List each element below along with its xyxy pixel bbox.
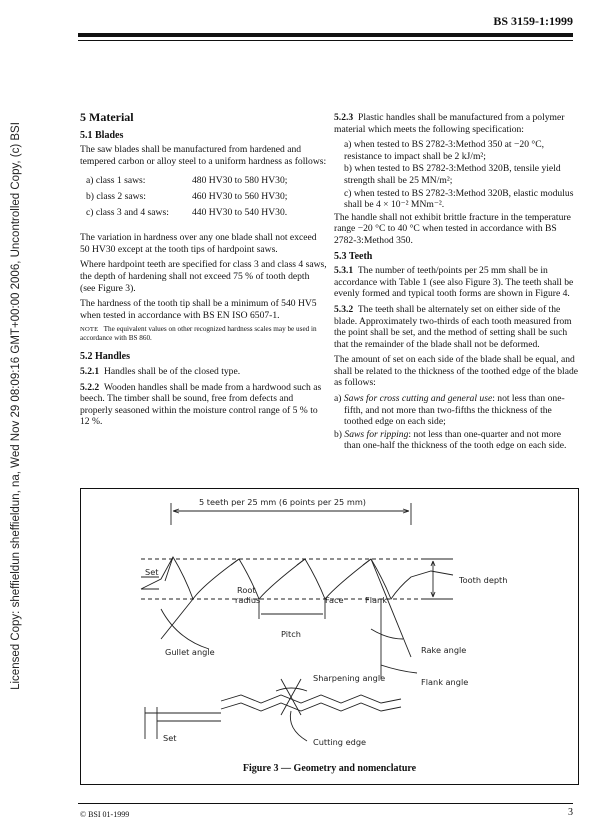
blades-intro: The saw blades shall be manufactured from hardened and tempered carbon or alloy steel to a uniform hardness as follows:	[80, 144, 327, 167]
item-text: : not less than one-quarter and not more than one-half the thickness of the tooth edge on each side.	[344, 428, 567, 452]
figure-caption: Figure 3 — Geometry and nomenclature	[242, 763, 417, 774]
clause-5-2-1	[80, 366, 327, 378]
flank-angle-label: Flank angle	[421, 677, 469, 687]
item-label: a)	[334, 393, 342, 405]
item-italic: Saws for ripping	[344, 428, 409, 440]
flank-label: Flank	[365, 595, 387, 605]
figure-3	[80, 488, 579, 785]
tooth-depth-label: Tooth depth	[459, 575, 508, 585]
section-title: 5 Material	[80, 110, 134, 124]
hardness-row	[86, 205, 287, 221]
hardness-class: a) class 1 saws:	[86, 175, 146, 187]
brittle-fracture-para: The handle shall not exhibit brittle fracture in the temperature range −20 °C to 40 °C when tested in accordance with BS 2782-3:Method 350.	[334, 211, 571, 246]
hardness-range: 480 HV30 to 580 HV30;	[192, 175, 288, 187]
clause-number: 5.2.3	[334, 112, 354, 123]
root-label: Root	[237, 585, 256, 595]
clause-5-3-2	[334, 304, 579, 350]
note-label: NOTE	[80, 326, 99, 334]
right-column	[334, 112, 579, 453]
hardness-class: c) class 3 and 4 saws:	[86, 206, 169, 218]
item-italic: Saws for cross cutting and general use	[343, 393, 493, 405]
footer-rule	[78, 803, 573, 804]
set-bottom-label: Set	[163, 733, 177, 743]
clause-5-3-1	[334, 265, 579, 300]
clause-5-2-3	[334, 112, 579, 135]
clause-text: Wooden handles shall be made from a hardwood such as beech. The timber shall be sound, free from defects and properly seasoned within the moisture control range of 5 % to 12 %.	[80, 381, 322, 428]
hardness-range: 440 HV30 to 540 HV30.	[192, 206, 288, 218]
clause-5-2-2	[80, 382, 327, 428]
face-label: Face	[325, 595, 344, 605]
left-column	[80, 112, 327, 432]
clause-number: 5.2.2	[80, 381, 100, 393]
para-tooth-tip: The hardness of the tooth tip shall be a minimum of 540 HV5 when tested in accordance with BS EN ISO 6507-1.	[80, 298, 317, 321]
footer-copyright: © BSI 01-1999	[80, 810, 130, 819]
set-top-label: Set	[145, 567, 159, 577]
clause-text: The number of teeth/points per 25 mm shall be in accordance with Table 1 (see also Figure 3). The teeth shall be evenly formed and typical tooth forms are shown in Figure 4.	[334, 265, 574, 300]
hardness-class: b) class 2 saws:	[86, 190, 146, 202]
hardness-table	[86, 173, 287, 220]
clause-number: 5.3.2	[334, 303, 354, 315]
set-item-b	[334, 429, 579, 452]
clause-number: 5.3.1	[334, 265, 354, 277]
note	[80, 325, 327, 343]
para-variation: The variation in hardness over any one blade shall not exceed 50 HV30 except at the tooth tips of hardpoint saws.	[80, 232, 317, 255]
spec-item-b: b) when tested to BS 2782-3:Method 320B, tensile yield strength shall be 25 MN/m²;	[344, 163, 561, 186]
note-text: The equivalent values on other recognized hardness scales may be used in accordance with BS 860.	[80, 325, 317, 343]
license-watermark	[6, 96, 26, 716]
clause-number: 5.2.1	[80, 365, 100, 377]
clause-text: The teeth shall be alternately set on either side of the blade. Approximately two-thirds of each tooth measured from the point shall be set, and the method of setting shall be such that the remainder of the blade shall not be deformed.	[334, 303, 572, 350]
header-rule-thick	[78, 33, 573, 37]
hardness-row	[86, 173, 287, 189]
hardness-row	[86, 189, 287, 205]
rake-angle-label: Rake angle	[421, 645, 467, 655]
clause-text: Handles shall be of the closed type.	[103, 365, 241, 377]
clause-text: Plastic handles shall be manufactured from a polymer material which meets the following specification:	[334, 112, 565, 135]
watermark-text: Licensed Copy: sheffieldun sheffieldun, na, Wed Nov 29 08:09:16 GMT+00:00 2006, Uncontrolled Copy, (c) BSI	[10, 122, 22, 690]
spec-item-c: c) when tested to BS 2782-3:Method 320B, elastic modulus shall be 4 × 10⁻² MNm⁻².	[344, 187, 574, 211]
blades-heading: 5.1 Blades	[80, 129, 124, 141]
handles-heading: 5.2 Handles	[80, 351, 131, 363]
teeth-heading: 5.3 Teeth	[334, 250, 373, 262]
teeth-per-label: 5 teeth per 25 mm (6 points per 25 mm)	[199, 497, 367, 507]
standard-id: BS 3159-1:1999	[493, 14, 573, 28]
para-hardpoint: Where hardpoint teeth are specified for class 3 and class 4 saws, the depth of hardening shall not exceed 75 % of tooth depth (see Figure 3).	[80, 259, 327, 294]
header-rule-thin	[78, 40, 573, 41]
item-text: : not less than one-fifth, and not more than two-fifths the thickness of the toothed edge on each side;	[344, 393, 565, 428]
sharpening-angle-label: Sharpening angle	[313, 673, 386, 683]
pitch-label: Pitch	[281, 629, 301, 639]
set-para: The amount of set on each side of the blade shall be equal, and shall be related to the thickness of the toothed edge of the blade as follows:	[334, 354, 579, 389]
hardness-range: 460 HV30 to 560 HV30;	[192, 190, 288, 202]
radius-label: radius	[235, 595, 261, 605]
spec-item-a: a) when tested to BS 2782-3:Method 350 at −20 °C, resistance to impact shall be 2 kJ/m²;	[344, 139, 545, 162]
cutting-edge-label: Cutting edge	[313, 737, 367, 747]
page-number: 3	[568, 807, 573, 818]
gullet-angle-label: Gullet angle	[165, 647, 215, 657]
set-item-a	[334, 393, 579, 428]
item-label: b)	[334, 428, 342, 440]
